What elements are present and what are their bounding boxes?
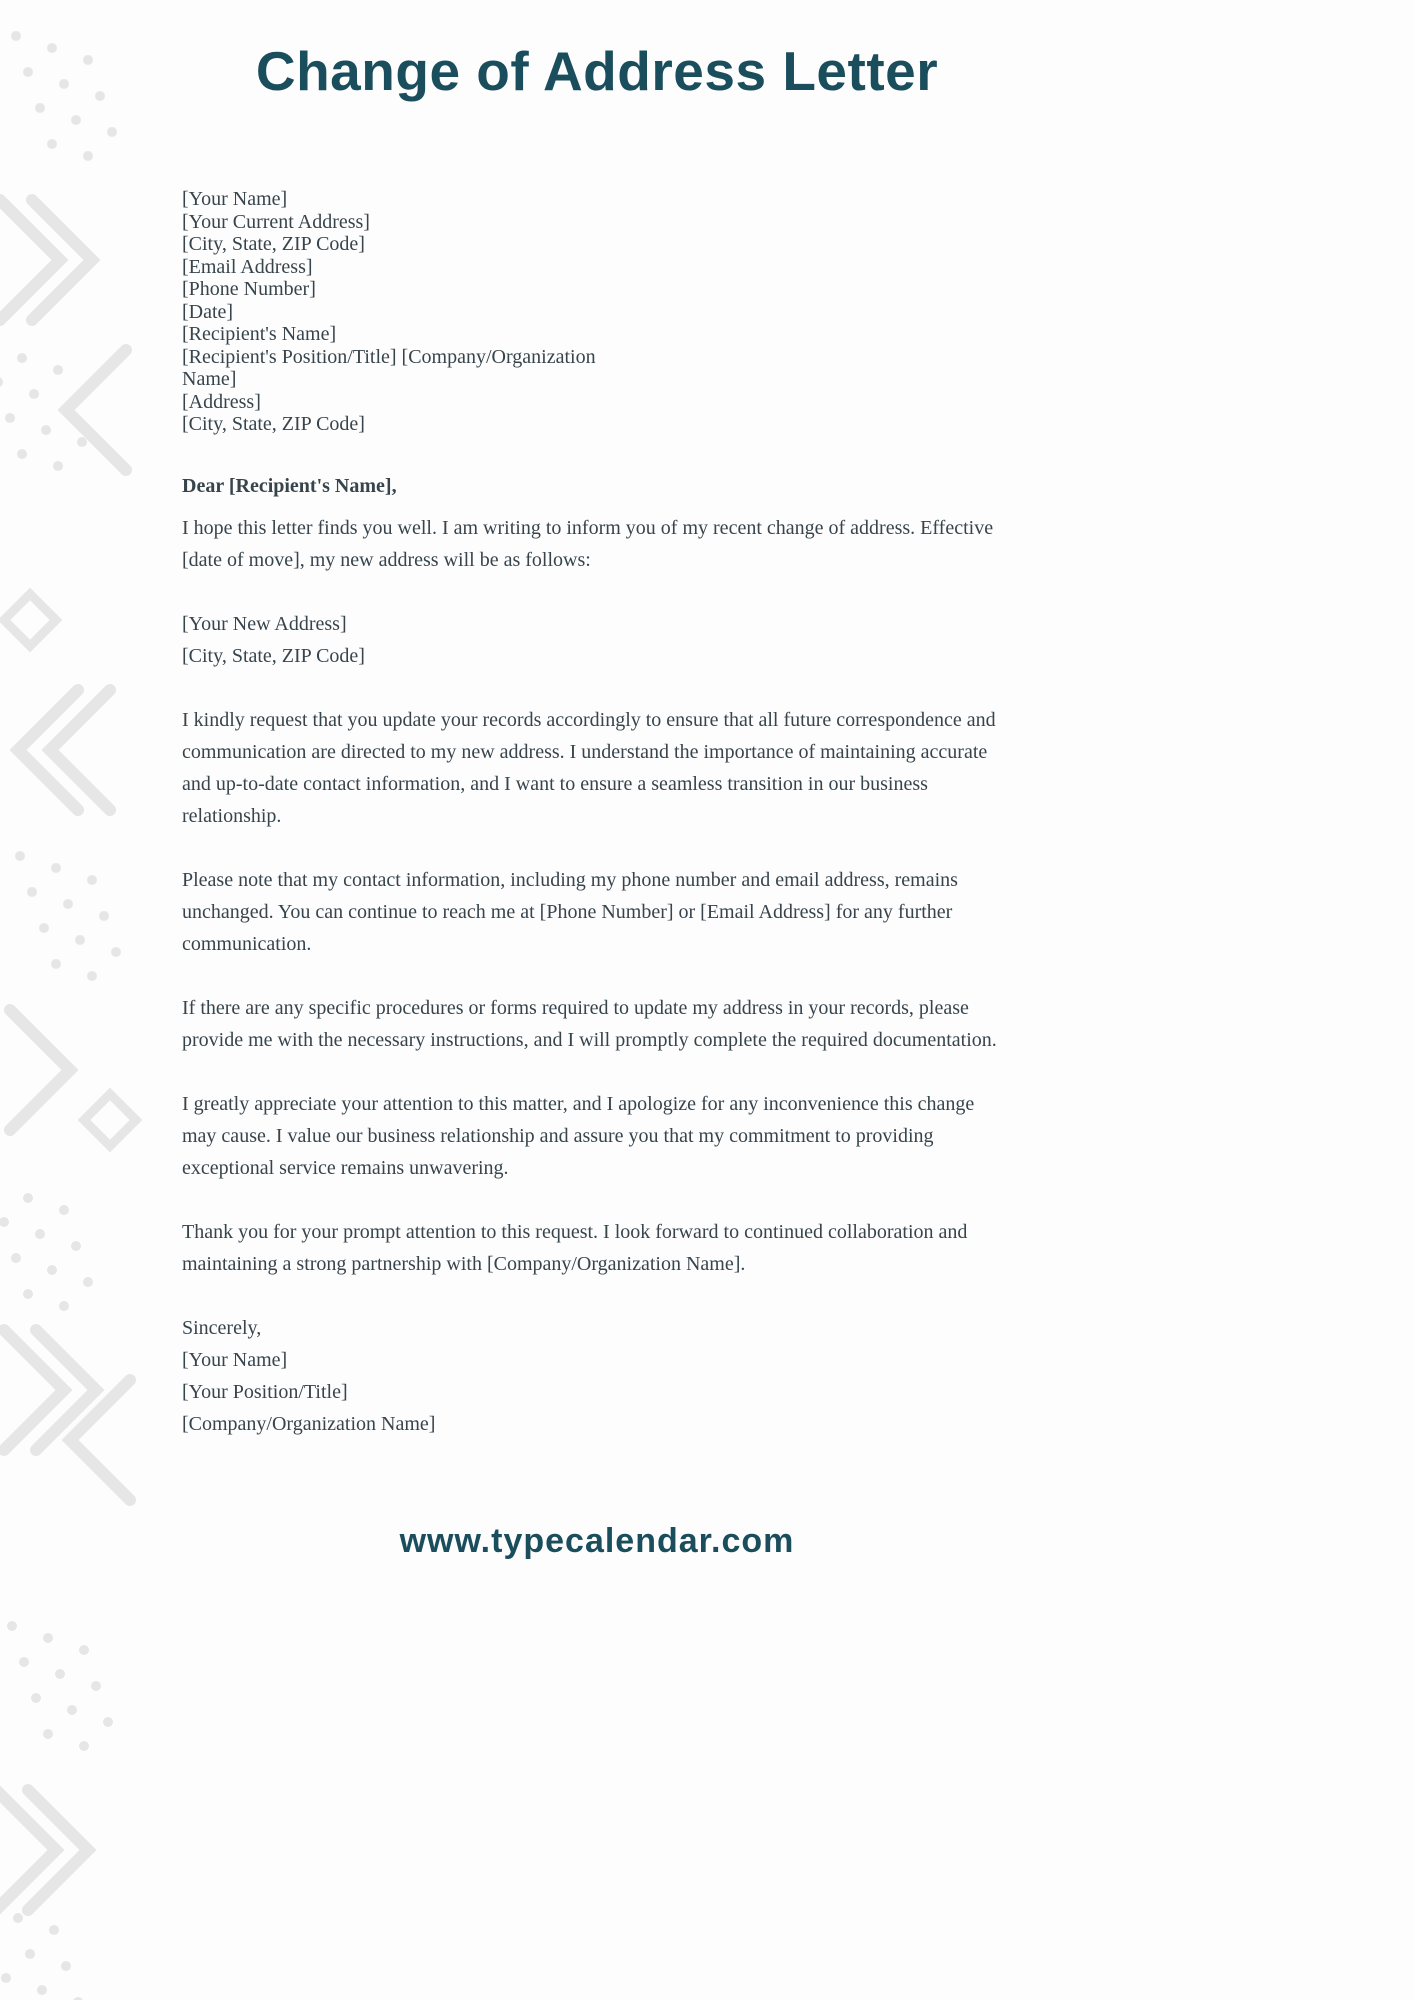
header-line-recipient-title: [Recipient's Position/Title] [Company/Organization Name] <box>182 345 596 390</box>
sender-recipient-block <box>182 188 652 436</box>
header-line-city-state-zip-2: [City, State, ZIP Code] <box>182 413 365 435</box>
new-address-line: [Your New Address] <box>182 612 347 635</box>
paragraph-thanks: Thank you for your prompt attention to this request. I look forward to continued collaboration and maintaining a strong partnership with [Company/Organization Name]. <box>182 1220 968 1275</box>
decorative-pattern <box>0 0 170 2000</box>
header-line-your-name: [Your Name] <box>182 188 288 210</box>
salutation: Dear [Recipient's Name], <box>182 474 397 497</box>
closing-position: [Your Position/Title] <box>182 1380 348 1403</box>
new-address-block <box>182 608 1012 672</box>
paragraph-intro: I hope this letter finds you well. I am writing to inform you of my recent change of address. Effective [date of move], my new address will be as follows: <box>182 516 994 571</box>
header-line-phone: [Phone Number] <box>182 278 316 300</box>
new-address-city: [City, State, ZIP Code] <box>182 644 365 667</box>
paragraph-appreciation: I greatly appreciate your attention to this matter, and I apologize for any inconvenience this change may cause. I value our business relationship and assure you that my commitment to providing exceptional service remains unwavering. <box>182 1092 975 1179</box>
header-line-date: [Date] <box>182 300 234 323</box>
header-line-city-state-zip: [City, State, ZIP Code] <box>182 233 365 255</box>
closing-block <box>182 1312 1012 1440</box>
header-line-address: [Address] <box>182 390 261 413</box>
closing-sincerely: Sincerely, <box>182 1316 262 1339</box>
site-footer <box>182 1522 1012 1561</box>
header-line-email: [Email Address] <box>182 255 313 278</box>
page-title: Change of Address Letter <box>255 40 939 102</box>
header-line-recipient-name: [Recipient's Name] <box>182 323 337 345</box>
closing-company: [Company/Organization Name] <box>182 1412 436 1435</box>
paragraph-update-records: I kindly request that you update your records accordingly to ensure that all future correspondence and communication are directed to my new address. I understand the importance of maintaining accurate and up-to-date contact information, and I want to ensure a seamless transition in our business relationship. <box>182 708 996 827</box>
closing-your-name: [Your Name] <box>182 1348 288 1371</box>
letter-content <box>182 0 1012 1561</box>
paragraph-procedures: If there are any specific procedures or forms required to update my address in your records, please provide me with the necessary instructions, and I will promptly complete the required documentation. <box>182 996 997 1051</box>
footer-url: www.typecalendar.com <box>399 1521 795 1560</box>
header-line-current-address: [Your Current Address] <box>182 210 370 233</box>
paragraph-contact-unchanged: Please note that my contact information, including my phone number and email address, remains unchanged. You can continue to reach me at [Phone Number] or [Email Address] for any further communication. <box>182 868 958 955</box>
